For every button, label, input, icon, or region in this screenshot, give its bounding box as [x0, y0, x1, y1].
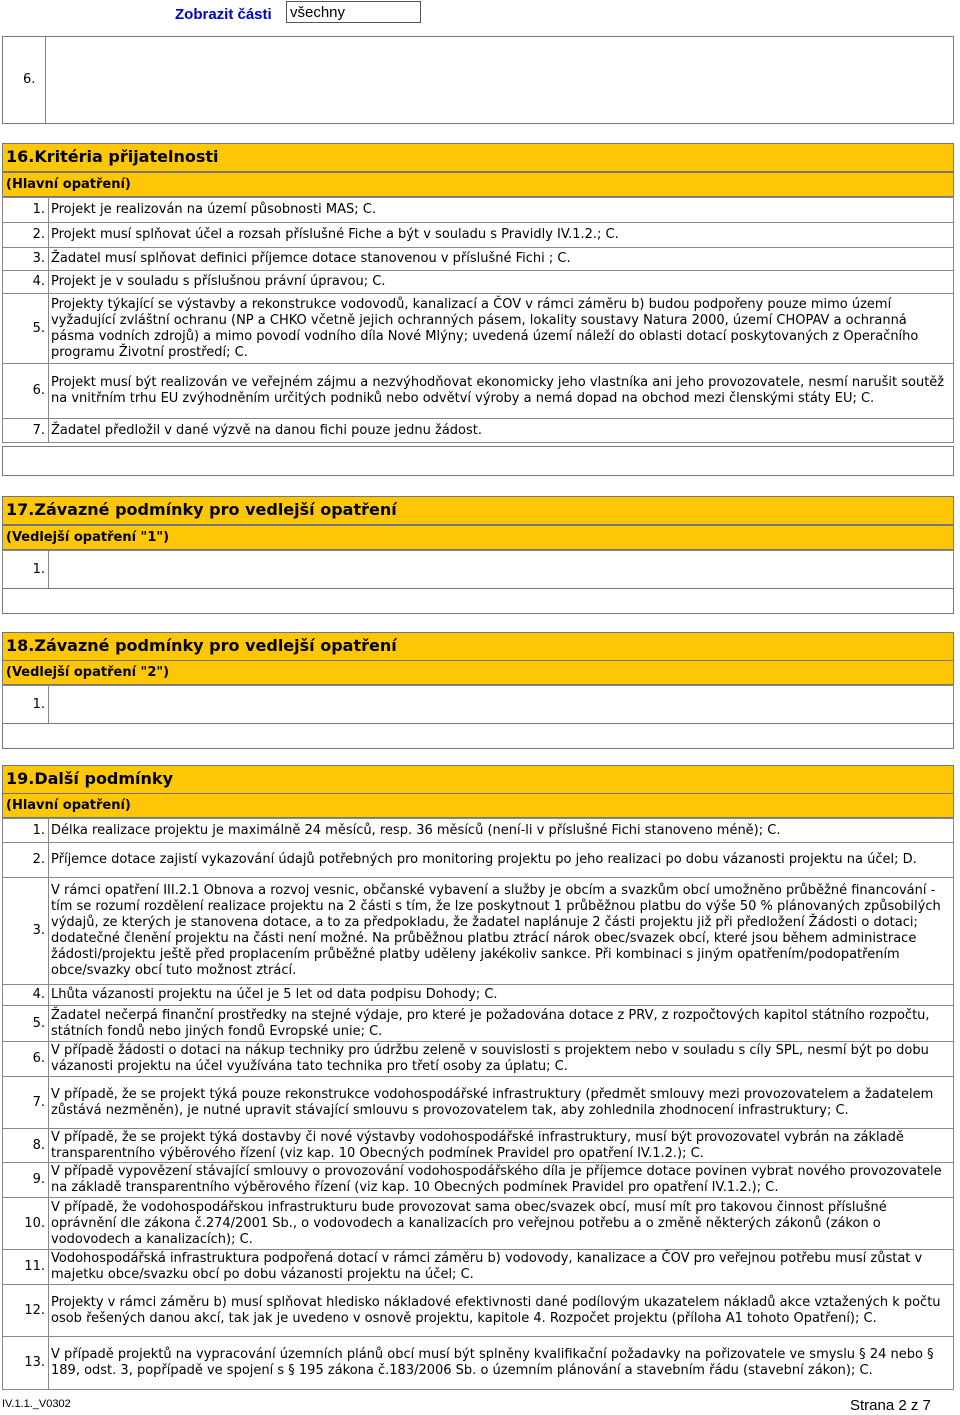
item-text: Příjemce dotace zajistí vykazování údajů potřebných pro monitoring projektu po jeho realizaci po dobu vázanosti projektu na účel; D. — [49, 843, 954, 878]
section-6-number: 6. — [23, 72, 36, 87]
section-18-table — [2, 685, 954, 724]
item-text: Projekt je realizován na území působnosti MAS; C. — [49, 198, 954, 223]
section-19-title: 19.Další podmínky — [2, 765, 954, 794]
item-number: 8. — [3, 1129, 49, 1163]
section-16-table — [2, 197, 954, 443]
item-text: Projekty týkající se výstavby a rekonstrukce vodovodů, kanalizací a ČOV v rámci záměru b) budou podpořeny pouze mimo území vyžadující zvláštní ochranu (NP a CHKO včetně jejich ochranných pásem, lokality soustavy Natura 2000, území CHOPAV a ochranná pásma vodních zdrojů) a mimo povodí vodního díla Nové Mlýny; uvedená území náleží do oblasti dotací poskytovaných z Operačního programu Životní prostředí; C. — [49, 294, 954, 364]
section-19-subtitle: (Hlavní opatření) — [2, 793, 954, 818]
item-text: Projekt musí být realizován ve veřejném zájmu a nezvýhodňovat ekonomicky jeho vlastníka ani jeho provozovatele, nesmí narušit soutěž na vnitřním trhu EU zvýhodněním určitých podniků nebo odvětví výroby a nemá dopad na obchod mezi členskými státy EU; C. — [49, 364, 954, 419]
item-text: V rámci opatření III.2.1 Obnova a rozvoj vesnic, občanské vybavení a služby je obcím a svazkům obcí umožněno průběžné financování - tím se rozumí rozdělení realizace projektu na 2 části s tím, že lze poskytnout 1 průběžnou platbu do výše 50 % plánovaných způsobilých výdajů, ze kterých je stanovena dotace, a to za předpokladu, že žadatel naplánuje 2 části projektu již při předložení Žádosti o dotaci; dodatečné členění projektu na části není možné. Na průběžnou platbu ztrácí nárok obec/svazek obcí, které jsou během administrace žádosti/projektu ještě před proplacením průběžné platby uděleny jakékoliv sankce. Při kombinaci s jiným opatřením/podopatřením obce/svazky obcí tuto možnost ztrácí. — [49, 878, 954, 985]
show-parts-select[interactable]: všechny — [286, 1, 421, 23]
item-number: 2. — [3, 843, 49, 878]
show-parts-label: Zobrazit části — [175, 6, 272, 23]
item-number: 4. — [3, 271, 49, 294]
item-text: V případě, že se projekt týká dostavby či nové výstavby vodohospodářské infrastruktury, musí být provozovatel vybrán na základě transparentního výběrového řízení (viz kap. 10 Obecných podmínek Pravidel pro opatření IV.1.2.); C. — [49, 1129, 954, 1163]
item-number: 2. — [3, 223, 49, 248]
item-number: 1. — [3, 198, 49, 223]
item-text: Projekt musí splňovat účel a rozsah příslušné Fiche a být v souladu s Pravidly IV.1.2.; C. — [49, 223, 954, 248]
item-text: Žadatel předložil v dané výzvě na danou fichi pouze jednu žádost. — [49, 419, 954, 443]
item-number: 5. — [3, 1006, 49, 1042]
item-number: 1. — [3, 686, 49, 724]
item-number: 13. — [3, 1337, 49, 1390]
section-16-title: 16.Kritéria přijatelnosti — [2, 143, 954, 172]
section-17-title: 17.Závazné podmínky pro vedlejší opatření — [2, 496, 954, 525]
item-number: 12. — [3, 1285, 49, 1337]
section-18-title: 18.Závazné podmínky pro vedlejší opatření — [2, 632, 954, 661]
item-text: V případě, že se projekt týká pouze rekonstrukce vodohospodářské infrastruktury (předmět smlouvy mezi provozovatelem a žadatelem zůstává nezměněn), je nutné upravit stávající smlouvu s provozovatelem tak, aby zohlednila zhodnocení infrastruktury; C. — [49, 1077, 954, 1129]
section-16-spacer — [2, 446, 954, 476]
item-number: 6. — [3, 1042, 49, 1077]
item-number: 7. — [3, 419, 49, 443]
section-17-subtitle: (Vedlejší opatření "1") — [2, 525, 954, 550]
section-17-spacer — [2, 588, 954, 614]
item-number: 6. — [3, 364, 49, 419]
item-number: 5. — [3, 294, 49, 364]
item-text: Žadatel musí splňovat definici příjemce dotace stanovenou v příslušné Fichi ; C. — [49, 248, 954, 271]
item-number: 3. — [3, 878, 49, 985]
item-text: V případě vypovězení stávající smlouvy o provozování vodohospodářského díla je příjemce dotace povinen vybrat nového provozovatele na základě transparentního výběrového řízení (viz kap. 10 Obecných podmínek Pravidel pro opatření IV.1.2.); C. — [49, 1163, 954, 1198]
item-number: 7. — [3, 1077, 49, 1129]
item-text: Projekt je v souladu s příslušnou právní úpravou; C. — [49, 271, 954, 294]
item-text: V případě, že vodohospodářskou infrastrukturu bude provozovat sama obec/svazek obcí, musí mít pro takovou činnost příslušné oprávnění dle zákona č.274/2001 Sb., o vodovodech a kanalizacích pro veřejnou potřebu a o změně některých zákonů (zákon o vodovodech a kanalizacích); C. — [49, 1198, 954, 1250]
item-text: V případě projektů na vypracování územních plánů obcí musí být splněny kvalifikační požadavky na pořizovatele ve smyslu § 24 nebo § 189, odst. 3, popřípadě ve spojení s § 195 zákona č.183/2006 Sb. o územním plánování a stavebním řádu (stavební zákon); C. — [49, 1337, 954, 1390]
section-6-number-cell — [3, 37, 46, 123]
section-17-table — [2, 550, 954, 589]
item-number: 9. — [3, 1163, 49, 1198]
item-text: V případě žádosti o dotaci na nákup techniky pro údržbu zeleně v souvislosti s projektem nebo v souladu s cíly SPL, nesmí být po dobu vázanosti projektu na účel využívána tato technika pro třetí osoby za úplatu; C. — [49, 1042, 954, 1077]
item-number: 11. — [3, 1250, 49, 1285]
item-text: Lhůta vázanosti projektu na účel je 5 let od data podpisu Dohody; C. — [49, 985, 954, 1006]
item-text: Projekty v rámci záměru b) musí splňovat hledisko nákladové efektivnosti dané podílovým ukazatelem nákladů akce vztažených k počtu osob řešených danou akcí, tak jak je uvedeno v osnově projektu, kapitole 4. Rozpočet projektu (příloha A1 tohoto Opatření); C. — [49, 1285, 954, 1337]
page-number: Strana 2 z 7 — [850, 1397, 931, 1414]
section-18-spacer — [2, 723, 954, 749]
item-text: Žadatel nečerpá finanční prostředky na stejné výdaje, pro které je požadována dotace z PRV, z rozpočtových kapitol státního rozpočtu, státních fondů nebo jiných fondů Evropské unie; C. — [49, 1006, 954, 1042]
item-number: 4. — [3, 985, 49, 1006]
item-text: Vodohospodářská infrastruktura podpořená dotací v rámci záměru b) vodovody, kanalizace a ČOV pro veřejnou potřebu musí zůstat v majetku obce/svazku obcí po dobu vázanosti projektu na účel; C. — [49, 1250, 954, 1285]
section-16-subtitle: (Hlavní opatření) — [2, 172, 954, 197]
section-6-box — [2, 36, 954, 124]
item-text — [49, 686, 954, 724]
item-number: 1. — [3, 551, 49, 589]
item-text: Délka realizace projektu je maximálně 24 měsíců, resp. 36 měsíců (není-li v příslušné Fichi stanoveno méně); C. — [49, 819, 954, 843]
section-18-subtitle: (Vedlejší opatření "2") — [2, 660, 954, 685]
item-number: 10. — [3, 1198, 49, 1250]
item-number: 1. — [3, 819, 49, 843]
item-text — [49, 551, 954, 589]
item-number: 3. — [3, 248, 49, 271]
section-19-table — [2, 818, 954, 1390]
document-code: IV.1.1._V0302 — [2, 1398, 71, 1410]
